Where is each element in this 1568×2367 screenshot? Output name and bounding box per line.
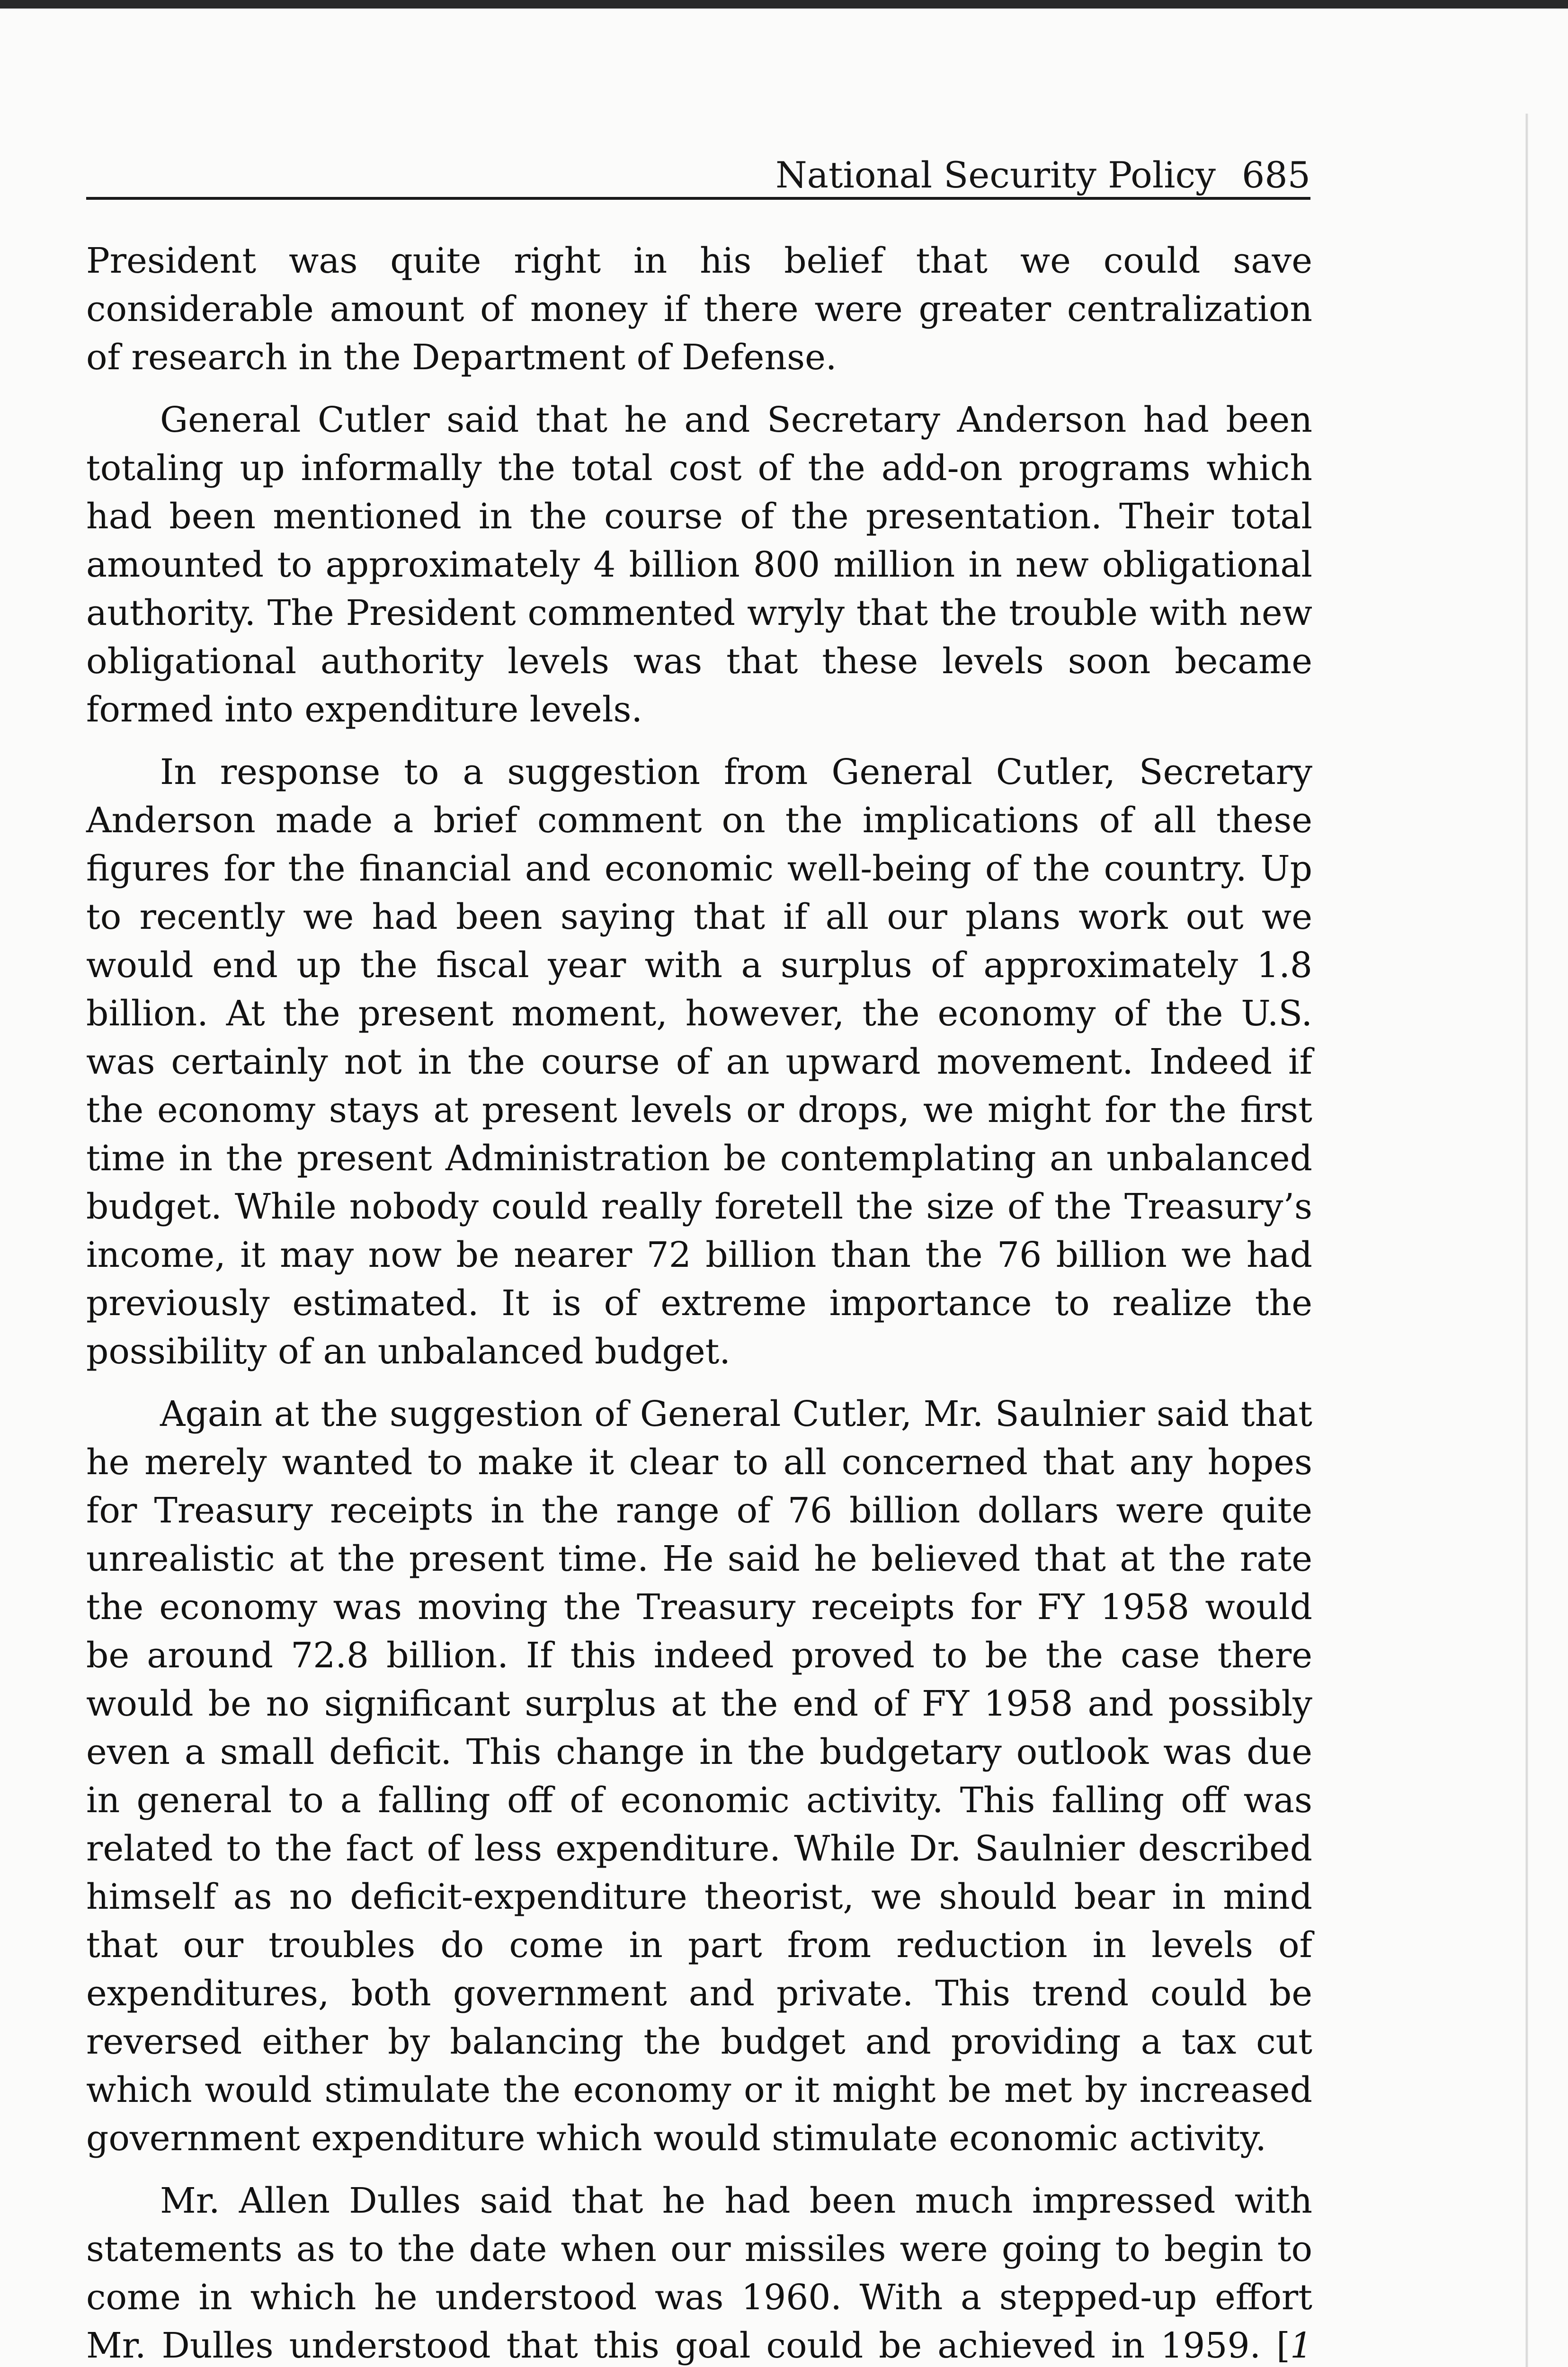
scan-right-edge	[1525, 114, 1528, 2367]
paragraph-2: General Cutler said that he and Secretary Anderson had been totaling up informally the total cost of the add-on programs which had been mentioned in the course of the presentation. Their total amounted to approximately 4 billion 800 million in new obligational authority. The President commented wryly that the trouble with new obligational authority levels was that these levels soon became formed into expenditure levels.	[86, 400, 1312, 730]
paragraph-3: In response to a suggestion from General Cutler, Secretary Anderson made a brief comment on the implications of all these figures for the financial and economic well-being of the country. Up to recently we had been saying that if all our plans work out we would end up the fiscal year with a surplus of approximately 1.8 billion. At the present moment, however, the economy of the U.S. was certainly not in the course of an upward movement. Indeed if the economy stays at present levels or drops, we might for the first time in the present Administration be contemplating an unbalanced budget. While nobody could really foretell the size of the Treasury’s income, it may now be nearer 72 billion than the 76 billion we had previously estimated. It is of extreme importance to realize the possibility of an unbalanced budget.	[86, 752, 1312, 1372]
scan-top-edge	[0, 0, 1568, 9]
running-header	[86, 140, 1310, 200]
paragraph-5	[86, 2177, 1312, 2367]
page-number: 685	[1241, 154, 1310, 196]
paragraph-4: Again at the suggestion of General Cutler, Mr. Saulnier said that he merely wanted to make it clear to all concerned that any hopes for Treasury receipts in the range of 76 billion dollars were quite unrealistic at the present time. He said he believed that at the rate the economy was moving the Treasury receipts for FY 1958 would be around 72.8 billion. If this indeed proved to be the case there would be no significant surplus at the end of FY 1958 and possibly even a small deficit. This change in the budgetary outlook was due in general to a falling off of economic activity. This falling off was related to the fact of less expenditure. While Dr. Saulnier described himself as no deficit-expenditure theorist, we should bear in mind that our troubles do come in part from reduction in levels of expenditures, both government and private. This trend could be reversed either by balancing the budget and providing a tax cut which would stimulate the economy or it might be met by increased government expenditure which would stimulate economic activity.	[86, 1394, 1312, 2159]
header-title: National Security Policy	[775, 154, 1216, 196]
paragraph-1: President was quite right in his belief that we could save considerable amount of money if there were greater centralization of research in the Department of Defense.	[86, 240, 1312, 378]
paragraph-5-text: Mr. Allen Dulles said that he had been much impressed with statements as to the date when our missiles were going to begin to come in which he understood was 1960. With a stepped-up effort Mr. Dulles understood that this goal could be achieved in 1959. [	[86, 2180, 1312, 2366]
body-text	[86, 237, 1312, 2367]
declassification-note: 1	[1290, 2325, 1312, 2366]
